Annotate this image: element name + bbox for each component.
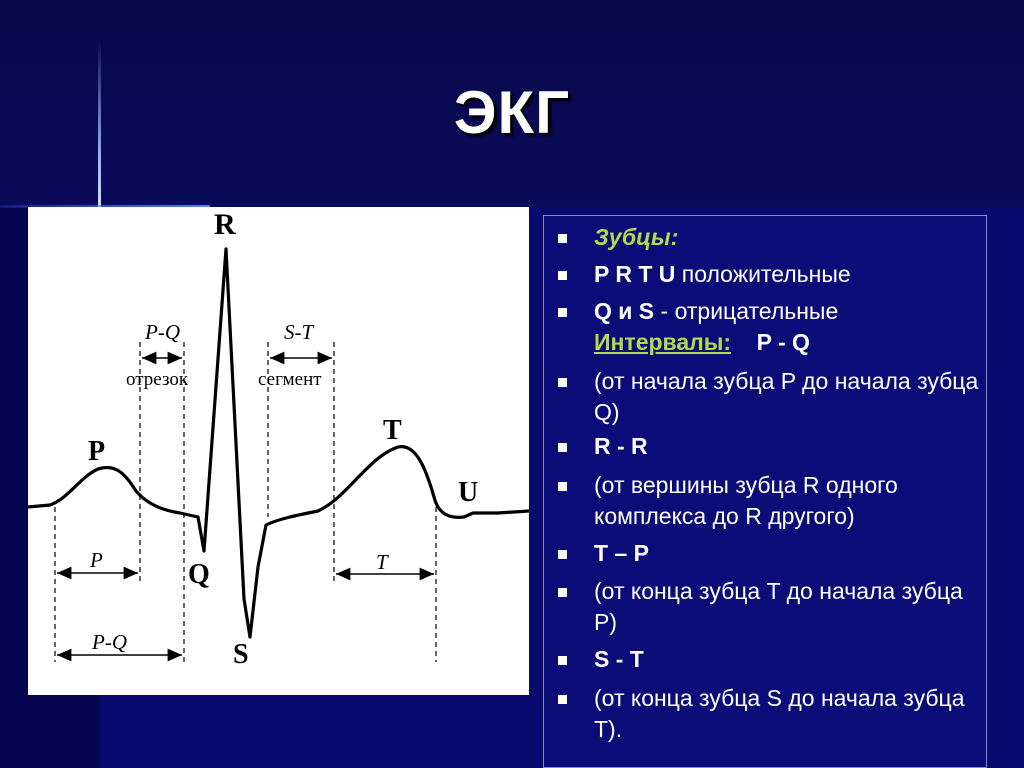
heading-zubtsy: Зубцы: bbox=[594, 224, 679, 250]
item-desc: (от конца зубца T до начала зубца P) bbox=[594, 578, 963, 635]
bullet-icon bbox=[558, 588, 567, 597]
item-desc: (от вершины зубца R одного комплекса до R другого) bbox=[594, 472, 898, 529]
bullet-icon bbox=[558, 378, 567, 387]
label-pq-interval: P-Q bbox=[92, 630, 127, 654]
bullet-icon bbox=[558, 482, 567, 491]
label-pq-top: P-Q bbox=[145, 320, 180, 344]
item-bold: P R T U bbox=[594, 261, 676, 287]
item-bold: S - T bbox=[594, 646, 644, 672]
item-text bbox=[594, 296, 984, 358]
bullet-icon bbox=[558, 550, 567, 559]
bullet-icon bbox=[558, 695, 567, 704]
label-P: P bbox=[88, 436, 106, 467]
item-bold: Q и S bbox=[594, 298, 655, 324]
item-rest: положительные bbox=[675, 261, 851, 287]
item-desc: (от начала зубца P до начала зубца Q) bbox=[594, 368, 979, 425]
label-T: T bbox=[383, 415, 402, 446]
label-Q: Q bbox=[188, 559, 210, 590]
bullet-icon bbox=[558, 234, 567, 243]
label-t-interval: T bbox=[376, 550, 388, 574]
item-rest: - отрицательные bbox=[654, 298, 839, 324]
ecg-svg bbox=[28, 207, 529, 695]
bullet-icon bbox=[558, 308, 567, 317]
item-bold: P - Q bbox=[756, 329, 810, 355]
label-p-interval: P bbox=[90, 548, 103, 572]
item-bold: R - R bbox=[594, 433, 648, 459]
bullet-icon bbox=[558, 443, 567, 452]
label-st-top: S-T bbox=[284, 320, 314, 344]
label-segment-pq: отрезок bbox=[126, 369, 189, 390]
item-text bbox=[594, 259, 984, 290]
item-bold: T – P bbox=[594, 540, 649, 566]
heading-intervals: Интервалы: bbox=[594, 329, 732, 355]
text-panel bbox=[543, 215, 987, 768]
label-U: U bbox=[458, 477, 479, 508]
label-R: R bbox=[214, 208, 236, 241]
label-S: S bbox=[233, 639, 249, 670]
ecg-diagram bbox=[28, 207, 529, 695]
bullet-icon bbox=[558, 656, 567, 665]
bullet-icon bbox=[558, 271, 567, 280]
slide-title: ЭКГ bbox=[453, 79, 571, 146]
item-desc: (от конца зубца S до начала зубца T). bbox=[594, 685, 965, 742]
label-segment-st: сегмент bbox=[258, 369, 322, 390]
